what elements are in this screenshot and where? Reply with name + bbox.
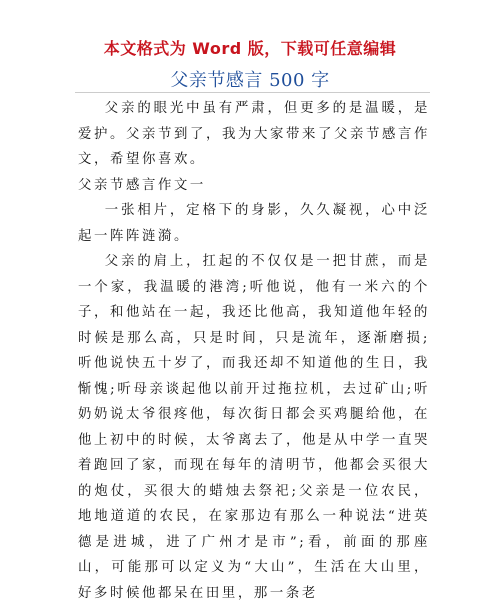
section-heading: 父亲节感言作文一 — [78, 177, 206, 193]
body-paragraph-2: 父亲的肩上，扛起的不仅仅是一把甘蔗，而是一个家，我温暖的港湾;听他说，他有一米六的个子，和他站在一起，我还比他高，我知道他年轻的时候是那么高，只是时间，只是流年，逐渐磨损;听他说快五十岁了，而我还却不知道他的生日，我惭愧;听母亲谈起他以前开过拖拉机，去过矿山;听奶奶说太爷很疼他，每次街日都会买鸡腿给他，在他上初中的时候，太爷离去了，他是从中学一直哭着跑回了家，而现在每年的清明节，他都会买很大的炮仗，买很大的蜡烛去祭祀;父亲是一位农民，地地道道的农民，在家那边有那么一种说法“进英德是进城，进了广州才是市”;看，前面的那座山，可能那可以定义为“大山”，生活在大山里，好多时候他都呆在田里，那一条老 — [78, 254, 430, 601]
body-paragraph-1: 一张相片，定格下的身影，久久凝视，心中泛起一阵阵涟漪。 — [78, 203, 430, 244]
intro-paragraph: 父亲的眼光中虽有严肃，但更多的是温暖，是爱护。父亲节到了，我为大家带来了父亲节感言作文，希望你喜欢。 — [78, 101, 430, 167]
document-title: 父亲节感言 500 字 — [170, 70, 330, 91]
format-banner: 本文格式为 Word 版，下载可任意编辑 — [103, 39, 397, 58]
document-body — [78, 96, 430, 606]
title-divider — [75, 92, 430, 93]
